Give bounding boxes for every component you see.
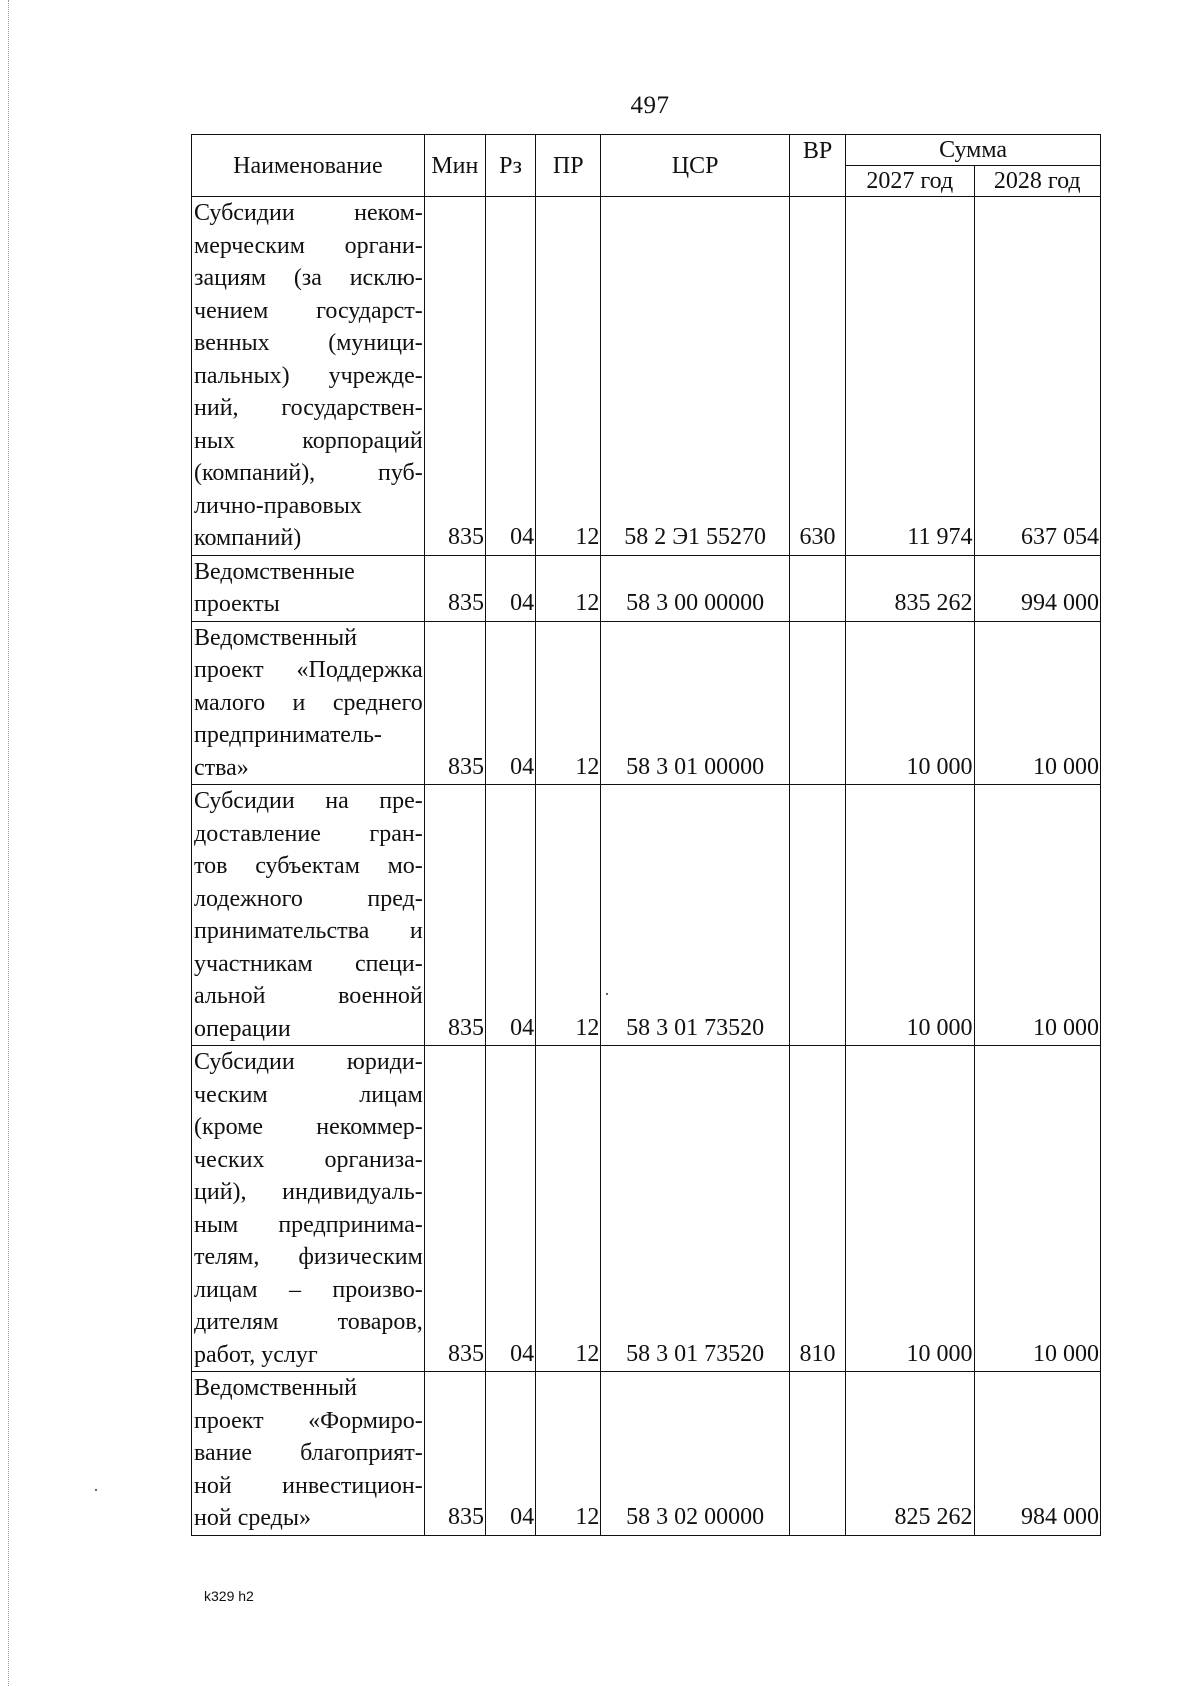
header-sum: Сумма [846,135,1101,166]
row-name-line: ной среды» [194,1505,312,1531]
row-pr-cell: 12 [536,197,601,556]
row-csr-cell: 58 3 01 00000 [601,621,790,785]
page-number: 497 [630,92,670,119]
row-name-line: Субсидии неком- [194,200,423,226]
row-name-line: Ведомственный [194,624,357,651]
row-csr-cell: 58 3 01 73520 [601,785,790,1046]
row-pr-cell: 12 [536,1046,601,1372]
row-min-cell: 835 [424,621,485,785]
header-csr: ЦСР [601,135,790,197]
row-name-line: Субсидии на пре- [194,788,423,814]
budget-table [191,134,1101,1536]
header-vr: ВР [789,135,845,197]
table-row [192,197,1101,556]
row-name-line: лодежного пред- [194,885,423,912]
table-header [192,135,1101,197]
scan-speck [606,993,608,995]
row-name-cell [192,621,425,785]
header-rz: Рз [485,135,535,197]
footer-code: k329 h2 [204,1588,254,1604]
row-rz-cell: 04 [485,785,535,1046]
table-row [192,555,1101,621]
table-body [192,197,1101,1536]
row-name-cell [192,1046,425,1372]
row-min-cell: 835 [424,1046,485,1372]
row-sum-2027-cell: 11 974 [846,197,974,556]
row-name-line: ций), индивидуаль- [194,1179,423,1205]
row-min-cell: 835 [424,785,485,1046]
header-name: Наименование [192,135,425,197]
row-csr-cell: 58 2 Э1 55270 [601,197,790,556]
row-name-line: доставление гран- [194,820,423,847]
row-name-line: предприниматель- [194,722,382,748]
row-sum-2027-cell: 825 262 [846,1372,974,1536]
scan-edge-line [8,0,9,1686]
row-name-line: ным предпринима- [194,1211,423,1238]
row-sum-2027-cell: 10 000 [846,1046,974,1372]
row-name-line: проект «Поддержка [194,657,423,683]
table-row [192,1372,1101,1536]
row-name-line: зациям (за исклю- [194,265,423,291]
row-name-line: пальных) учрежде- [194,362,423,389]
scan-speck [95,1489,97,1491]
row-name-line: проект «Формиро- [194,1407,423,1434]
row-name-line: ческим лицам [194,1081,423,1108]
row-name-line: (компаний), пуб- [194,460,423,486]
row-name-cell [192,785,425,1046]
row-sum-2028-cell: 637 054 [974,197,1100,556]
table-row [192,1046,1101,1372]
row-sum-2028-cell: 994 000 [974,555,1100,621]
row-sum-2028-cell: 10 000 [974,1046,1100,1372]
row-name-line: ний, государствен- [194,395,423,421]
row-name-line: (кроме некоммер- [194,1114,423,1140]
row-pr-cell: 12 [536,1372,601,1536]
row-sum-2028-cell: 10 000 [974,621,1100,785]
row-name-line: Ведомственные [194,558,355,585]
row-rz-cell: 04 [485,197,535,556]
row-sum-2028-cell: 984 000 [974,1372,1100,1536]
row-name-line: ческих организа- [194,1146,423,1173]
row-name-line: участникам специ- [194,950,423,977]
row-name-line: телям, физическим [194,1244,423,1270]
row-name-line: тов субъектам мо- [194,853,423,879]
row-pr-cell: 12 [536,621,601,785]
row-name-cell [192,555,425,621]
row-name-line: Ведомственный [194,1375,357,1401]
row-vr-cell: 810 [789,1046,845,1372]
row-sum-2027-cell: 10 000 [846,621,974,785]
row-name-line: ства» [194,754,249,781]
row-name-line: ных корпораций [194,427,423,454]
row-rz-cell: 04 [485,1372,535,1536]
row-min-cell: 835 [424,555,485,621]
row-name-line: альной военной [194,983,423,1009]
row-vr-cell [789,785,845,1046]
row-name-line: компаний) [194,525,302,551]
row-csr-cell: 58 3 00 00000 [601,555,790,621]
header-min: Мин [424,135,485,197]
row-vr-cell [789,621,845,785]
row-rz-cell: 04 [485,621,535,785]
row-rz-cell: 04 [485,1046,535,1372]
row-vr-cell [789,555,845,621]
table-row [192,785,1101,1046]
row-name-line: Субсидии юриди- [194,1049,423,1075]
row-pr-cell: 12 [536,785,601,1046]
row-vr-cell: 630 [789,197,845,556]
row-name-line: лично-правовых [194,492,362,519]
header-year-2027: 2027 год [846,166,974,197]
row-name-line: ной инвестицион- [194,1472,423,1499]
row-csr-cell: 58 3 01 73520 [601,1046,790,1372]
row-name-line: чением государст- [194,297,423,324]
row-pr-cell: 12 [536,555,601,621]
row-name-line: проекты [194,591,280,617]
row-min-cell: 835 [424,1372,485,1536]
row-name-cell [192,1372,425,1536]
row-name-line: мерческим органи- [194,232,423,259]
row-name-cell [192,197,425,556]
row-name-line: венных (муници- [194,330,423,356]
row-name-line: лицам – произво- [194,1276,423,1303]
header-year-2028: 2028 год [974,166,1100,197]
row-sum-2028-cell: 10 000 [974,785,1100,1046]
row-name-line: вание благоприят- [194,1440,423,1466]
row-vr-cell [789,1372,845,1536]
table-row [192,621,1101,785]
row-csr-cell: 58 3 02 00000 [601,1372,790,1536]
row-name-line: работ, услуг [194,1341,318,1368]
row-sum-2027-cell: 835 262 [846,555,974,621]
row-name-line: дителям товаров, [194,1309,423,1335]
row-name-line: принимательства и [194,918,423,944]
row-min-cell: 835 [424,197,485,556]
row-rz-cell: 04 [485,555,535,621]
row-sum-2027-cell: 10 000 [846,785,974,1046]
row-name-line: операции [194,1015,291,1042]
row-name-line: малого и среднего [194,689,423,716]
header-pr: ПР [536,135,601,197]
